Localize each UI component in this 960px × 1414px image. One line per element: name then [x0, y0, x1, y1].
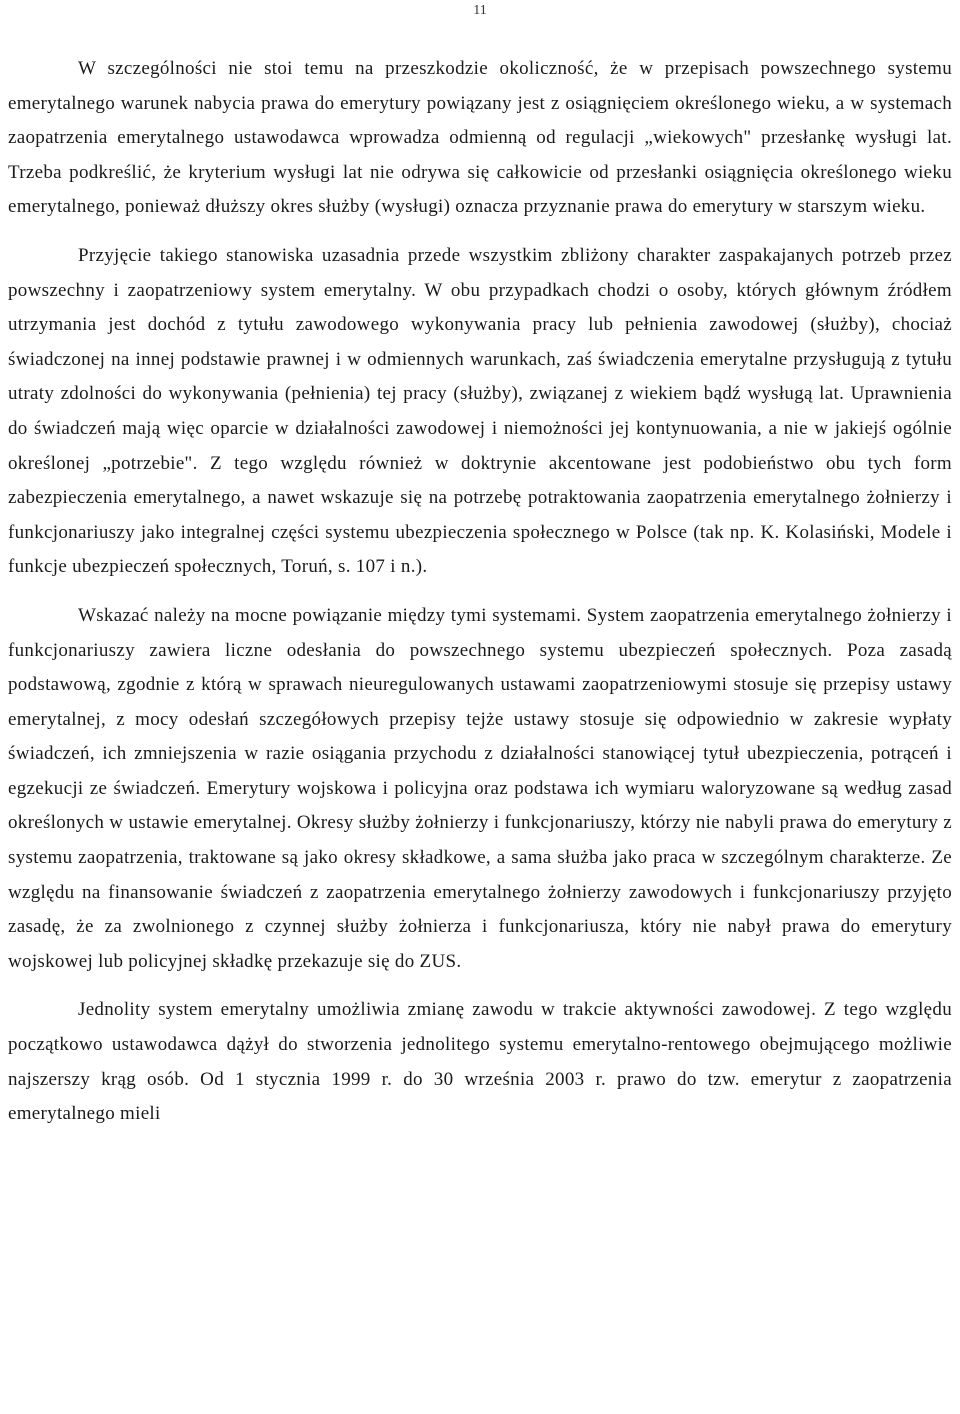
paragraph-1: W szczególności nie stoi temu na przeszkodzie okoliczność, że w przepisach powszechnego systemu emerytalnego warunek nabycia prawa do emerytury powiązany jest z osiągnięciem określonego wieku, a w systemach zaopatrzenia emerytalnego ustawodawca wprowadza odmienną od regulacji „wiekowych" przesłankę wysługi lat. Trzeba podkreślić, że kryterium wysługi lat nie odrywa się całkowicie od przesłanki osiągnięcia określonego wieku emerytalnego, ponieważ dłuższy okres służby (wysługi) oznacza przyznanie prawa do emerytury w starszym wieku.	[8, 58, 952, 218]
paragraph-4: Jednolity system emerytalny umożliwia zmianę zawodu w trakcie aktywności zawodowej. Z tego względu początkowo ustawodawca dążył do stworzenia jednolitego systemu emerytalno-rentowego obejmującego możliwie najszerszy krąg osób. Od 1 stycznia 1999 r. do 30 września 2003 r. prawo do tzw. emerytur z zaopatrzenia emerytalnego mieli	[8, 999, 952, 1125]
paragraph-2: Przyjęcie takiego stanowiska uzasadnia przede wszystkim zbliżony charakter zaspakajanych potrzeb przez powszechny i zaopatrzeniowy system emerytalny. W obu przypadkach chodzi o osoby, których głównym źródłem utrzymania jest dochód z tytułu zawodowego wykonywania pracy lub pełnienia zawodowej (służby), chociaż świadczonej na innej podstawie prawnej i w odmiennych warunkach, zaś świadczenia emerytalne przysługują z tytułu utraty zdolności do wykonywania (pełnienia) tej pracy (służby), związanej z wiekiem bądź wysługą lat. Uprawnienia do świadczeń mają więc oparcie w działalności zawodowej i niemożności jej kontynuowania, a nie w jakiejś ogólnie określonej „potrzebie". Z tego względu również w doktrynie akcentowane jest podobieństwo obu tych form zabezpieczenia emerytalnego, a nawet wskazuje się na potrzebę potraktowania zaopatrzenia emerytalnego żołnierzy i funkcjonariuszy jako integralnej części systemu ubezpieczenia społecznego w Polsce (tak np. K. Kolasiński, Modele i funkcje ubezpieczeń społecznych, Toruń, s. 107 i n.).	[8, 244, 952, 578]
body-text	[8, 52, 952, 1146]
page-number: 11	[473, 3, 487, 18]
paragraph-3: Wskazać należy na mocne powiązanie między tymi systemami. System zaopatrzenia emerytalnego żołnierzy i funkcjonariuszy zawiera liczne odesłania do powszechnego systemu ubezpieczeń społecznych. Poza zasadą podstawową, zgodnie z którą w sprawach nieuregulowanych ustawami zaopatrzeniowymi stosuje się przepisy ustawy emerytalnej, z mocy odesłań szczegółowych przepisy tejże ustawy stosuje się odpowiednio w zakresie wypłaty świadczeń, ich zmniejszenia w razie osiągania przychodu z działalności stanowiącej tytuł ubezpieczenia, potrąceń i egzekucji ze świadczeń. Emerytury wojskowa i policyjna oraz podstawa ich wymiaru waloryzowane są według zasad określonych w ustawie emerytalnej. Okresy służby żołnierzy i funkcjonariuszy, którzy nie nabyli prawa do emerytury z systemu zaopatrzenia, traktowane są jako okresy składkowe, a sama służba jako praca w szczególnym charakterze. Ze względu na finansowanie świadczeń z zaopatrzenia emerytalnego żołnierzy zawodowych i funkcjonariuszy przyjęto zasadę, że za zwolnionego z czynnej służby żołnierza i funkcjonariusza, który nie nabył prawa do emerytury wojskowej lub policyjnej składkę przekazuje się do ZUS.	[8, 604, 952, 972]
